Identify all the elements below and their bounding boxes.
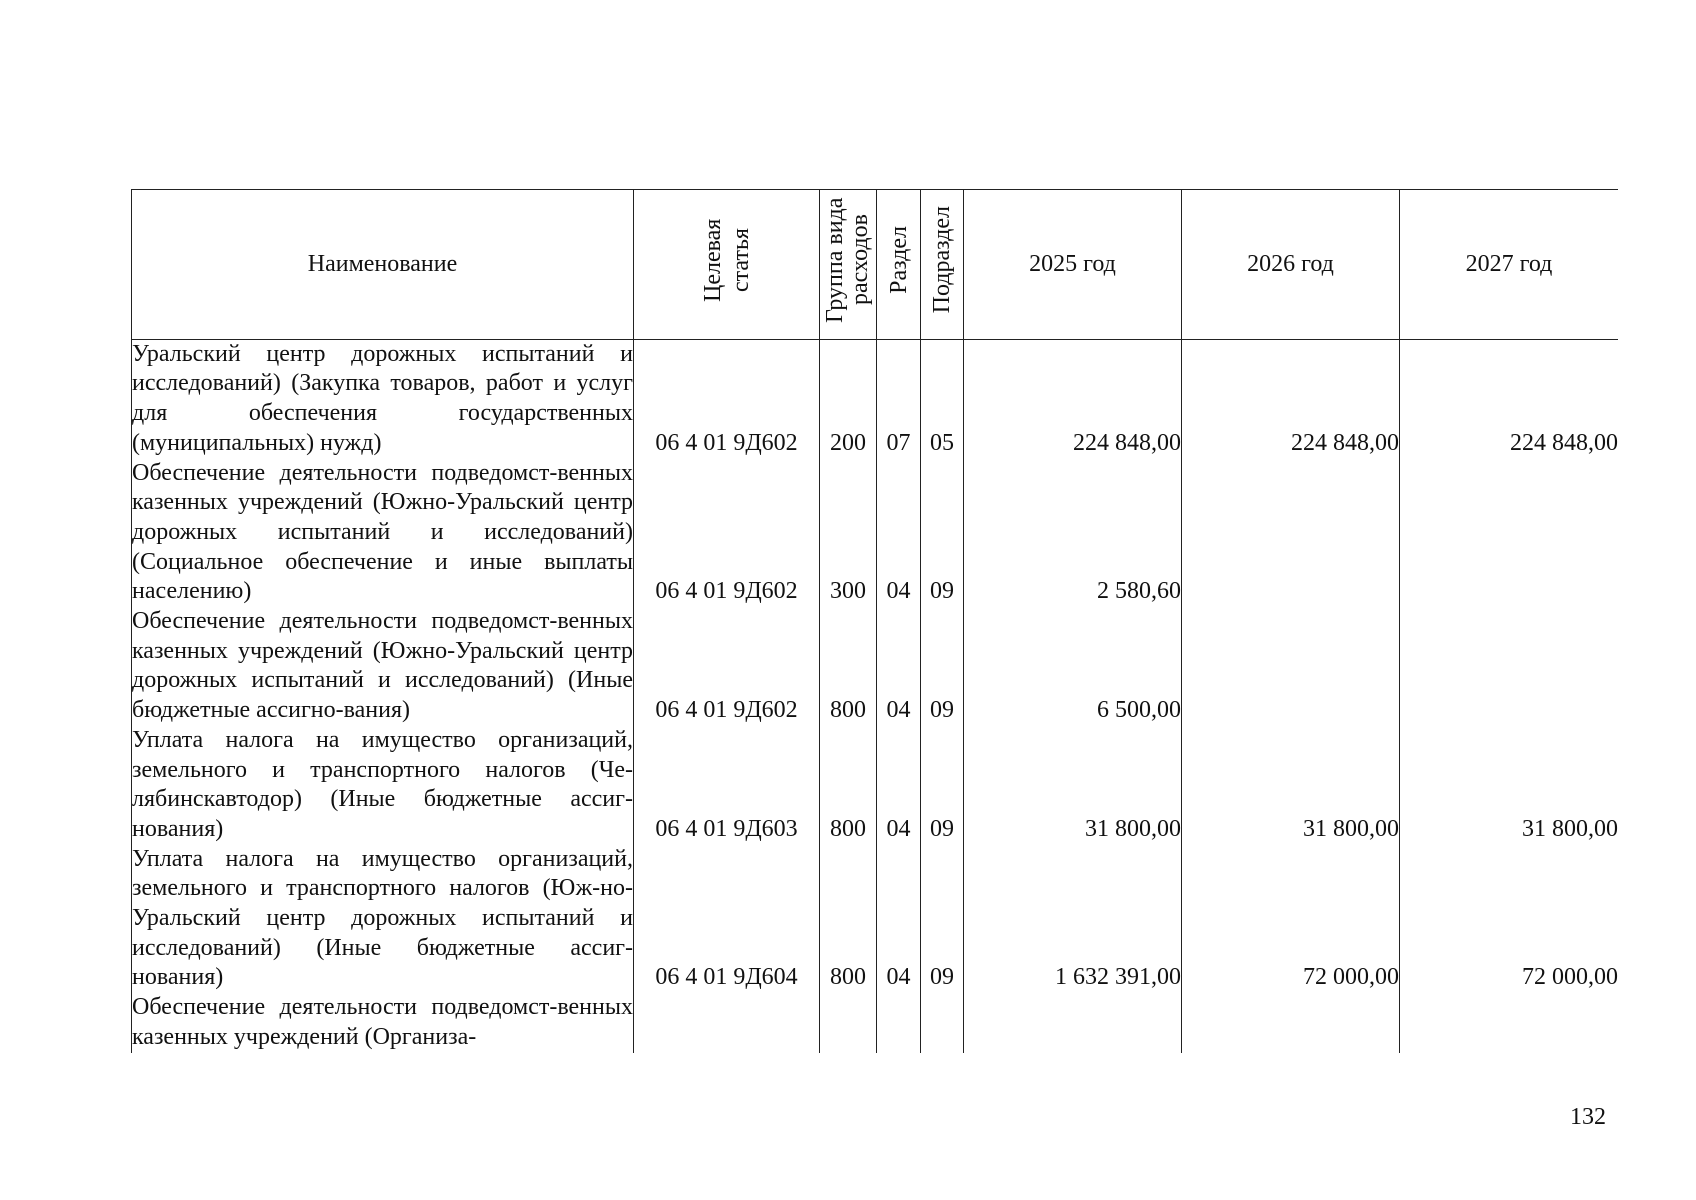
header-subsection: Подраздел	[921, 190, 964, 340]
row-expense-group: 200	[820, 339, 877, 458]
row-subsection: 09	[921, 845, 964, 994]
header-year-2026: 2026 год	[1182, 190, 1400, 340]
header-name: Наименование	[132, 190, 634, 340]
table-row	[132, 339, 1619, 458]
row-amount-2025: 224 848,00	[964, 339, 1182, 458]
row-expense-group	[820, 993, 877, 1052]
row-amount-2027: 72 000,00	[1400, 845, 1619, 994]
header-year-2027: 2027 год	[1400, 190, 1619, 340]
row-target-article	[634, 993, 820, 1052]
row-section: 04	[877, 845, 921, 994]
row-expense-group: 300	[820, 459, 877, 608]
row-target-article: 06 4 01 9Д602	[634, 339, 820, 458]
row-amount-2027: 31 800,00	[1400, 726, 1619, 845]
row-target-article: 06 4 01 9Д602	[634, 607, 820, 726]
header-year-2025: 2025 год	[964, 190, 1182, 340]
row-subsection: 09	[921, 459, 964, 608]
budget-table	[131, 189, 1618, 1053]
row-amount-2026: 224 848,00	[1182, 339, 1400, 458]
row-section: 04	[877, 607, 921, 726]
row-section: 04	[877, 726, 921, 845]
table-row	[132, 459, 1619, 608]
row-amount-2025: 6 500,00	[964, 607, 1182, 726]
row-name: Обеспечение деятельности подведомст-венных казенных учреждений (Южно-Уральский центр дорожных испытаний и исследований) (Иные бюджетные ассигно-вания)	[132, 607, 634, 726]
row-amount-2027: 224 848,00	[1400, 339, 1619, 458]
row-subsection: 09	[921, 726, 964, 845]
row-subsection: 05	[921, 339, 964, 458]
row-amount-2027	[1400, 607, 1619, 726]
table-row	[132, 845, 1619, 994]
table-header-row	[132, 190, 1619, 340]
page-number: 132	[1570, 1104, 1606, 1130]
table-row	[132, 993, 1619, 1052]
row-amount-2026	[1182, 993, 1400, 1052]
row-amount-2025: 31 800,00	[964, 726, 1182, 845]
header-section: Раздел	[877, 190, 921, 340]
row-target-article: 06 4 01 9Д602	[634, 459, 820, 608]
row-name: Обеспечение деятельности подведомст-венных казенных учреждений (Организа-	[132, 993, 634, 1052]
row-expense-group: 800	[820, 607, 877, 726]
row-amount-2027	[1400, 459, 1619, 608]
row-subsection	[921, 993, 964, 1052]
table-row	[132, 726, 1619, 845]
row-amount-2026: 31 800,00	[1182, 726, 1400, 845]
row-expense-group: 800	[820, 845, 877, 994]
row-section	[877, 993, 921, 1052]
row-name: Обеспечение деятельности подведомст-венных казенных учреждений (Южно-Уральский центр дорожных испытаний и исследований) (Социальное обеспечение и иные выплаты населению)	[132, 459, 634, 608]
row-amount-2025: 1 632 391,00	[964, 845, 1182, 994]
row-name: Уральский центр дорожных испытаний и исследований) (Закупка товаров, работ и услуг для обеспечения государственных (муниципальных) нужд)	[132, 339, 634, 458]
header-target-article: Целевая статья	[634, 190, 820, 340]
row-amount-2027	[1400, 993, 1619, 1052]
row-name: Уплата налога на имущество организаций, земельного и транспортного налогов (Юж-но-Уральский центр дорожных испытаний и исследований) (Иные бюджетные ассиг-нования)	[132, 845, 634, 994]
row-amount-2026: 72 000,00	[1182, 845, 1400, 994]
row-subsection: 09	[921, 607, 964, 726]
row-target-article: 06 4 01 9Д604	[634, 845, 820, 994]
row-amount-2026	[1182, 459, 1400, 608]
row-target-article: 06 4 01 9Д603	[634, 726, 820, 845]
table-container	[131, 189, 1618, 1084]
row-expense-group: 800	[820, 726, 877, 845]
row-amount-2026	[1182, 607, 1400, 726]
row-section: 04	[877, 459, 921, 608]
row-amount-2025: 2 580,60	[964, 459, 1182, 608]
table-row	[132, 607, 1619, 726]
row-name: Уплата налога на имущество организаций, земельного и транспортного налогов (Че-лябинскавтодор) (Иные бюджетные ассиг-нования)	[132, 726, 634, 845]
row-section: 07	[877, 339, 921, 458]
row-amount-2025	[964, 993, 1182, 1052]
header-expense-group: Группа вида расходов	[820, 190, 877, 340]
